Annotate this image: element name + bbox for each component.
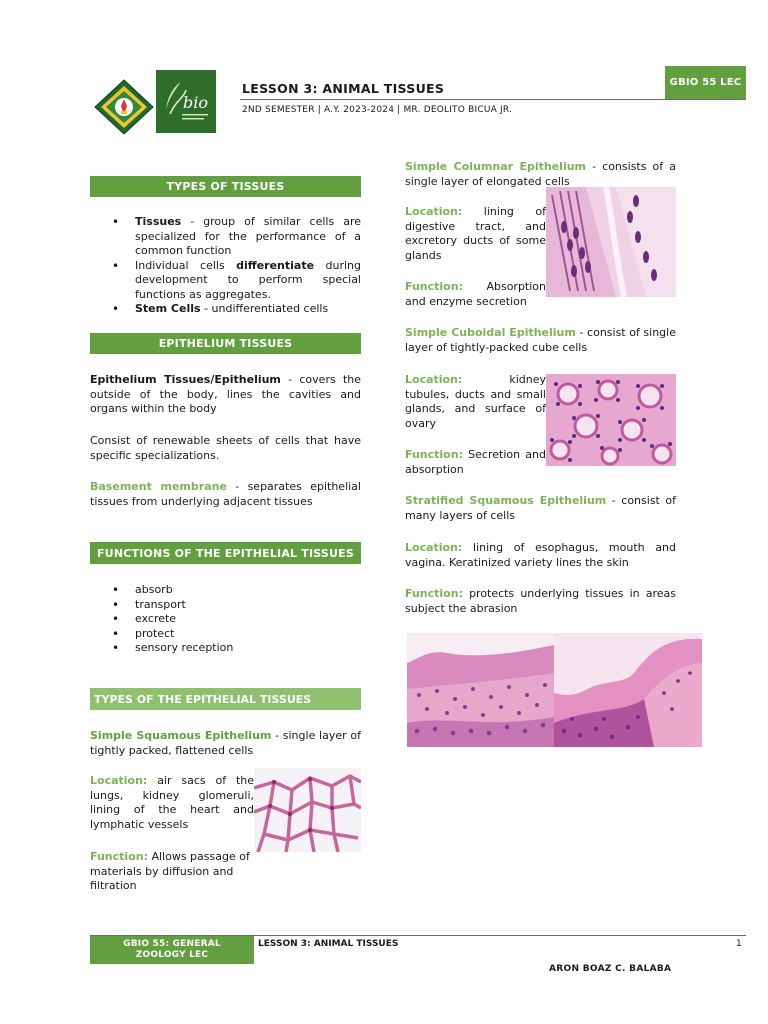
- stratified-squamous-text: Stratified Squamous Epithelium - consist of many layers of cells: [405, 494, 676, 522]
- stratified-squamous-micrograph-right: [554, 633, 702, 747]
- simple-cuboidal-text: Simple Cuboidal Epithelium - consist of single layer of tightly-packed cube cells: [405, 326, 676, 354]
- epithelium-sheets-text: Consist of renewable sheets of cells that have specific specializations.: [90, 434, 361, 462]
- types-of-epithelial-heading: TYPES OF THE EPITHELIAL TISSUES: [90, 688, 361, 710]
- biology-department-logo: [156, 70, 216, 133]
- simple-squamous-text: Simple Squamous Epithelium - single layer of tightly packed, flattened cells: [90, 729, 361, 757]
- footer-author: ARON BOAZ C. BALABA: [549, 964, 672, 974]
- list-item: • Tissues - group of similar cells are specialized for the performance of a common function: [90, 215, 361, 259]
- page-number: 1: [736, 939, 742, 949]
- list-item: • excrete: [90, 612, 361, 627]
- simple-columnar-text: Simple Columnar Epithelium - consists of a single layer of elongated cells: [405, 160, 676, 188]
- list-item: • Individual cells differentiate during development to perform special functions as aggregates.: [90, 259, 361, 303]
- stratified-squamous-location: Location: lining of esophagus, mouth and vagina. Keratinized variety lines the skin: [405, 541, 676, 569]
- types-of-tissues-list: [90, 215, 361, 317]
- functions-heading: FUNCTIONS OF THE EPITHELIAL TISSUES: [90, 542, 361, 564]
- footer-lesson: LESSON 3: ANIMAL TISSUES: [258, 939, 399, 949]
- simple-cuboidal-location: Location: kidney tubules, ducts and small glands, and surface of ovary: [405, 373, 546, 430]
- types-of-tissues-heading: TYPES OF TISSUES: [90, 176, 361, 197]
- list-item: • transport: [90, 598, 361, 613]
- simple-squamous-micrograph: [254, 768, 361, 852]
- list-item: • sensory reception: [90, 641, 361, 656]
- simple-squamous-location: Location: air sacs of the lungs, kidney glomeruli, lining of the heart and lymphatic vessels: [90, 774, 254, 831]
- list-item: • protect: [90, 627, 361, 642]
- epithelium-definition: Epithelium Tissues/Epithelium - covers the outside of the body, lines the cavities and organs within the body: [90, 373, 361, 415]
- course-tag-badge: GBIO 55 LEC: [665, 66, 746, 99]
- simple-squamous-function: Function: Allows passage of materials by diffusion and filtration: [90, 850, 250, 892]
- epithelium-tissues-heading: EPITHELIUM TISSUES: [90, 333, 361, 354]
- page-subtitle: 2ND SEMESTER | A.Y. 2023-2024 | MR. DEOLITO BICUA JR.: [242, 105, 513, 115]
- list-item: • absorb: [90, 583, 361, 598]
- simple-columnar-function: Function: Absorption and enzyme secretion: [405, 280, 546, 308]
- footer-course-badge: GBIO 55: GENERAL ZOOLOGY LEC: [90, 936, 254, 964]
- logo-text: bio: [183, 93, 208, 112]
- list-item: • Stem Cells - undifferentiated cells: [90, 302, 361, 317]
- stratified-squamous-micrograph-left: [407, 633, 554, 747]
- header-rule: [240, 99, 746, 100]
- basement-membrane-text: Basement membrane - separates epithelial tissues from underlying adjacent tissues: [90, 480, 361, 508]
- simple-columnar-micrograph: [546, 187, 676, 297]
- simple-cuboidal-function: Function: Secretion and absorption: [405, 448, 546, 476]
- stratified-squamous-function: Function: protects underlying tissues in areas subject the abrasion: [405, 587, 676, 615]
- university-seal-logo: [94, 79, 154, 135]
- simple-cuboidal-micrograph: [546, 374, 676, 466]
- simple-columnar-location: Location: lining of digestive tract, and excretory ducts of some glands: [405, 205, 546, 262]
- functions-list: [90, 583, 361, 656]
- page-title: LESSON 3: ANIMAL TISSUES: [242, 81, 445, 96]
